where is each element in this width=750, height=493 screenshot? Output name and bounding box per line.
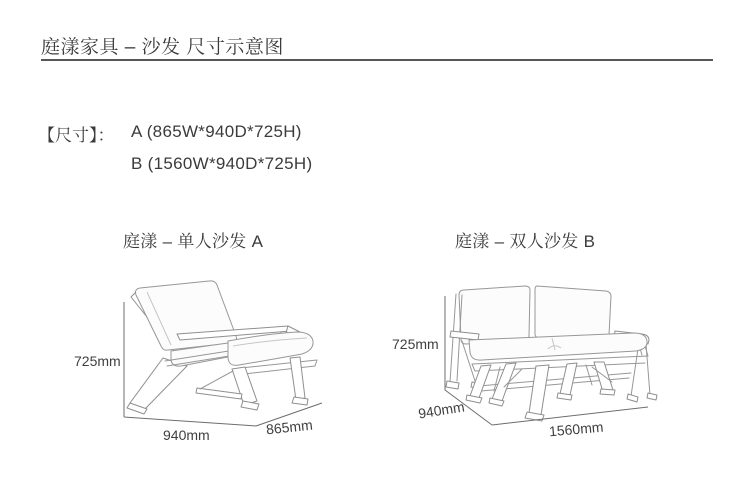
- double-sofa-b-drawing: [446, 286, 657, 421]
- figure-b-width-label: 1560mm: [548, 418, 605, 440]
- figure-a-height-label: 725mm: [74, 353, 121, 369]
- size-spec-label: 【尺寸】：: [38, 126, 115, 145]
- figure-b-caption: 庭漾 – 双人沙发 B: [455, 232, 596, 251]
- figure-a-width-label: 865mm: [265, 416, 314, 438]
- size-spec-item-a: A (865W*940D*725H): [131, 122, 302, 141]
- figure-a-depth-label: 940mm: [163, 427, 210, 443]
- figure-b-depth-label: 940mm: [417, 398, 466, 422]
- single-sofa-a-drawing: [127, 281, 317, 414]
- page-title: 庭漾家具 – 沙发 尺寸示意图: [41, 37, 284, 58]
- size-spec-item-b: B (1560W*940D*725H): [131, 154, 313, 173]
- figure-b-height-label: 725mm: [392, 336, 439, 352]
- figure-a-caption: 庭漾 – 单人沙发 A: [123, 232, 264, 251]
